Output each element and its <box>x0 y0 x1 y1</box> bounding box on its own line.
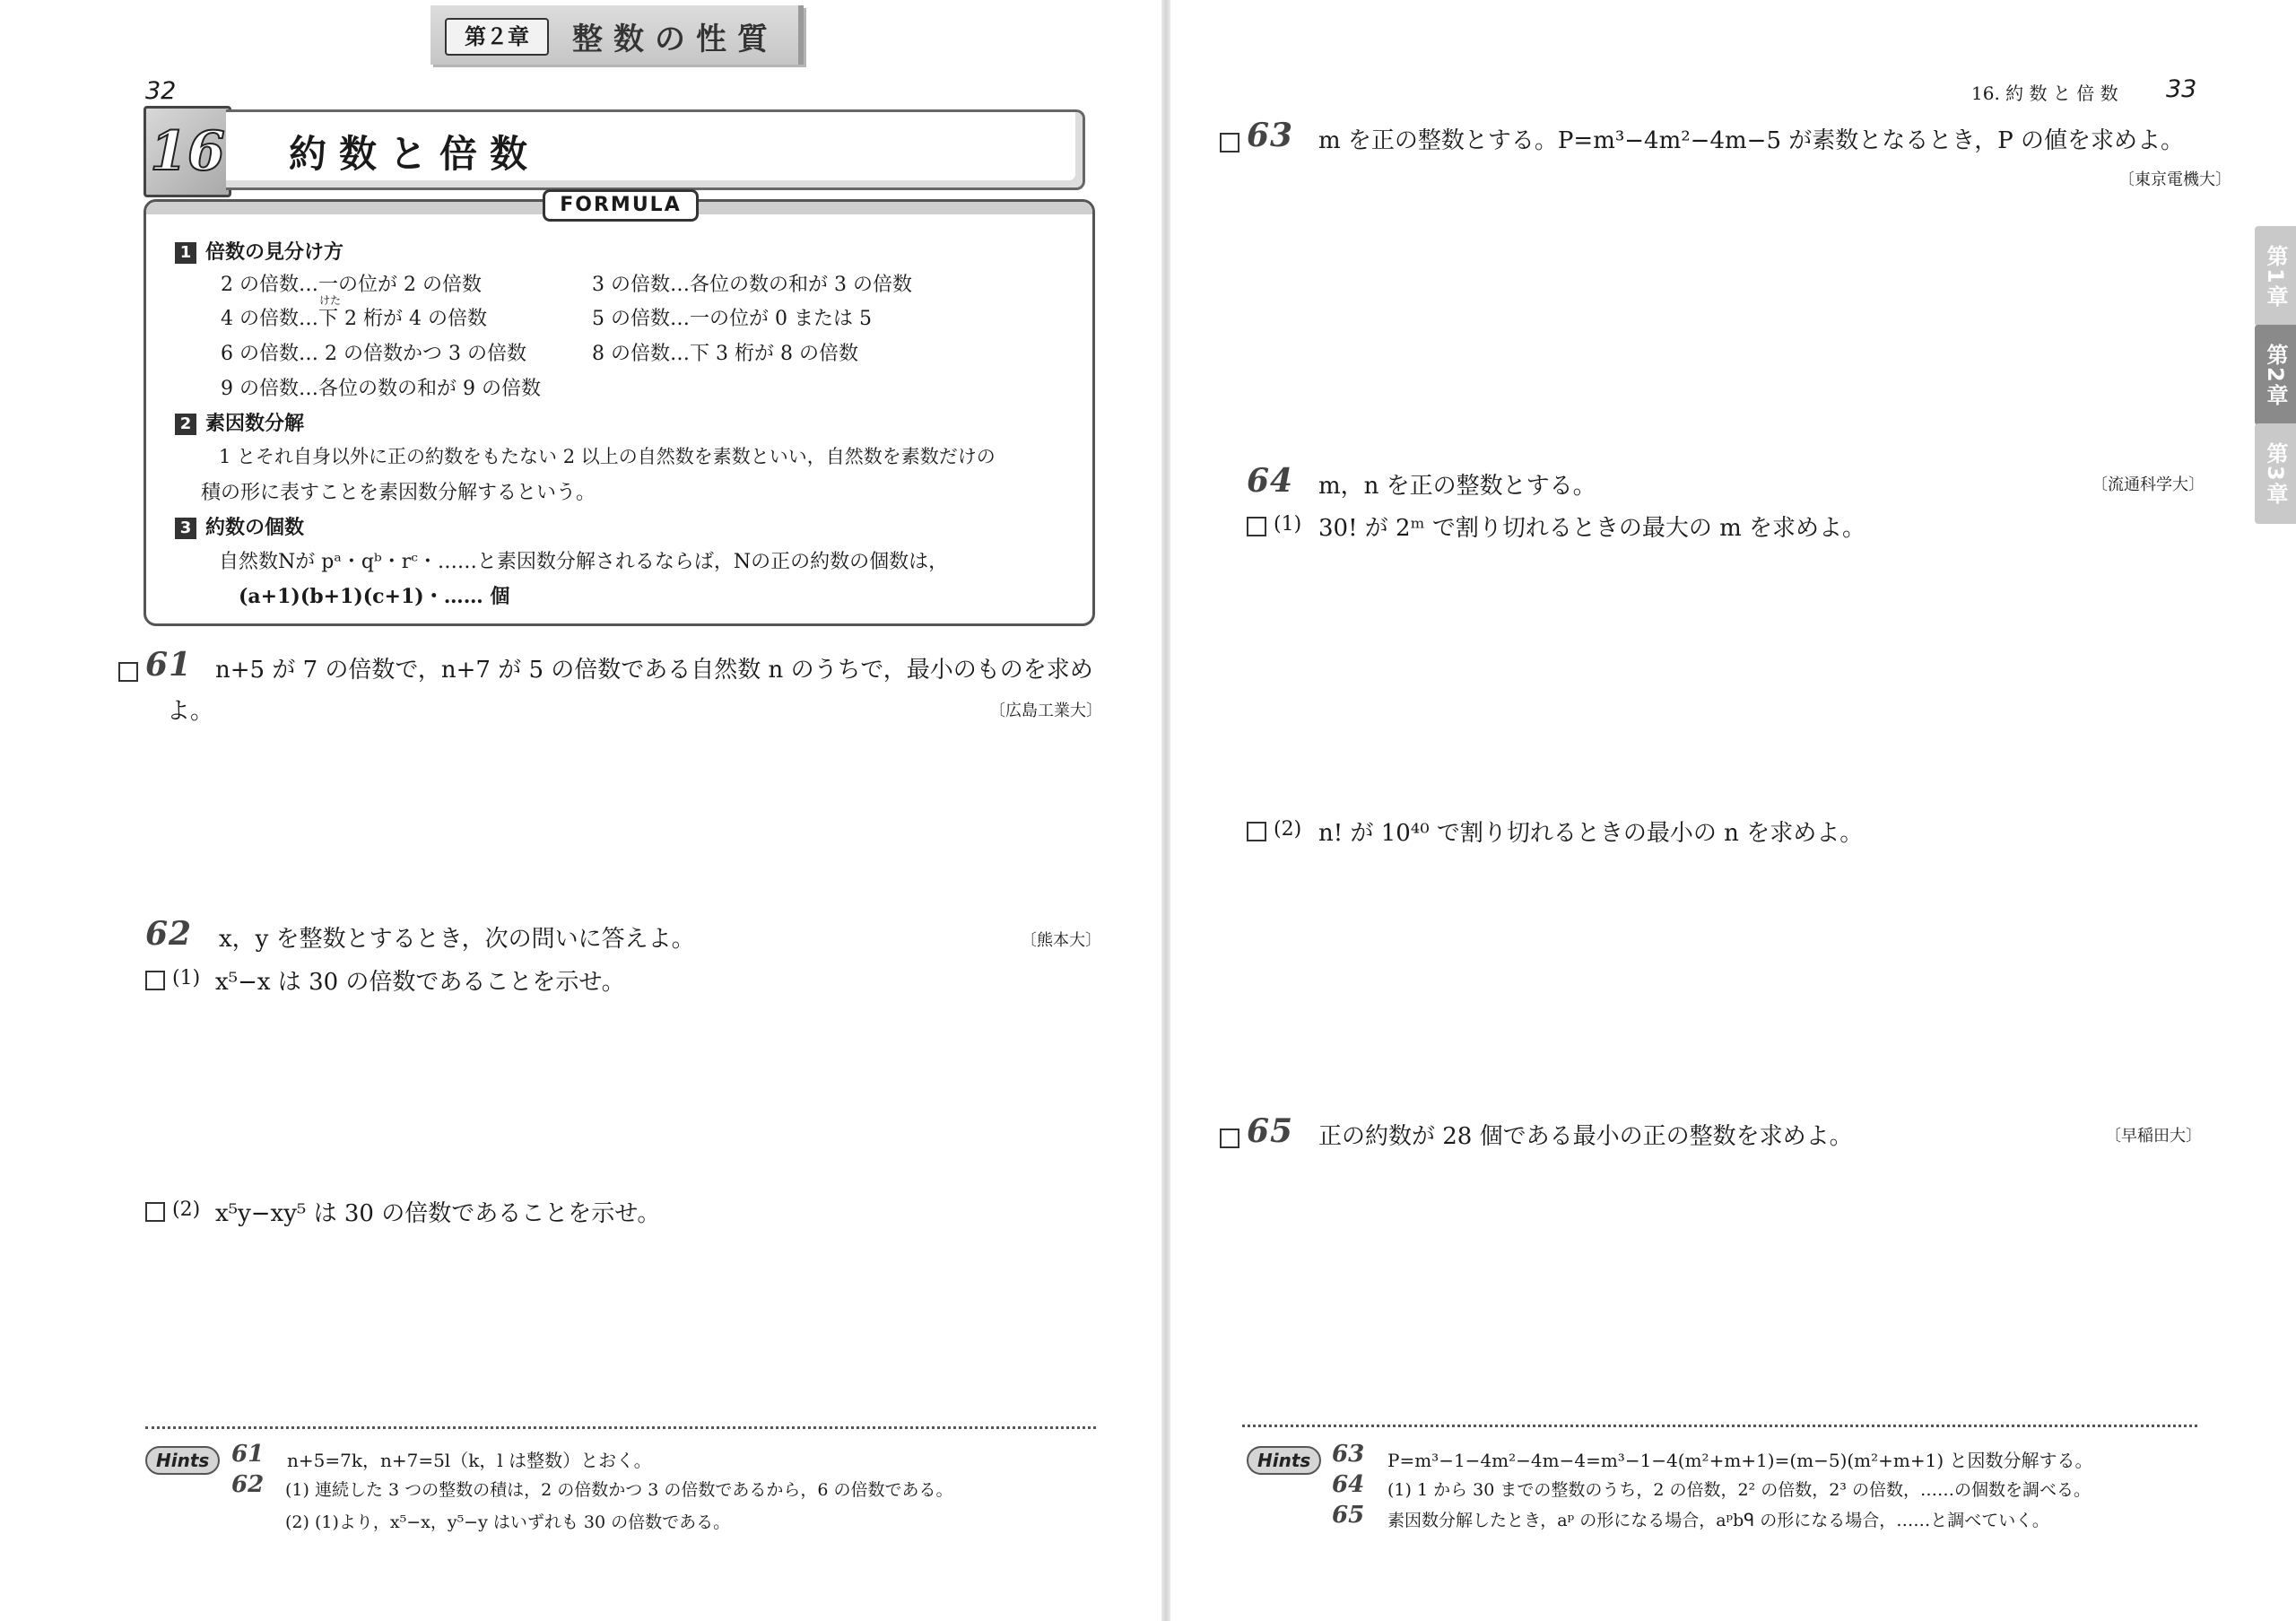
problem-text: x，y を整数とするとき，次の問いに答えよ。 <box>219 926 695 953</box>
chapter-tab-2[interactable]: 第2章 <box>2255 325 2296 425</box>
problem-number: 61 <box>145 646 193 684</box>
formula-heading-3 <box>175 512 304 540</box>
formula-item: 2 の倍数…一の位が 2 の倍数 <box>221 274 482 296</box>
subproblem-label: (1) <box>1274 513 1302 536</box>
formula-item: 8 の倍数…下 3 桁が 8 の倍数 <box>592 343 858 365</box>
formula-line: 積の形に表すことを素因数分解するという。 <box>201 482 596 504</box>
formula-number-2: 2 <box>175 414 196 435</box>
hint-number: 61 <box>231 1441 265 1468</box>
problem-source: 〔早稲田大〕 <box>2105 1127 2202 1146</box>
checkbox[interactable] <box>145 971 165 990</box>
formula-number-3: 3 <box>175 518 196 539</box>
chapter-banner <box>430 5 804 65</box>
chapter-title: 整数の性質 <box>572 22 778 57</box>
checkbox[interactable] <box>1220 133 1239 153</box>
subproblem-text: x⁵y−xy⁵ は 30 の倍数であることを示せ。 <box>215 1200 661 1227</box>
problem-number: 62 <box>145 915 193 953</box>
problem-65 <box>1220 1112 1293 1150</box>
checkbox[interactable] <box>1247 517 1266 536</box>
chapter-tab-1[interactable]: 第1章 <box>2255 226 2296 327</box>
hint-number: 65 <box>1332 1502 1365 1529</box>
hints-badge: Hints <box>1247 1446 1321 1475</box>
problem-source: 〔東京電機大〕 <box>2118 170 2231 189</box>
subproblem-label: (2) <box>1274 818 1302 841</box>
problem-source: 〔流通科学大〕 <box>2092 475 2205 494</box>
hint-text: (1) 1 から 30 までの整数のうち，2 の倍数，2² の倍数，2³ の倍数，……の個数を調べる。 <box>1387 1480 2091 1500</box>
subproblem-text: 30! が 2ᵐ で割り切れるときの最大の m を求めよ。 <box>1318 515 1866 542</box>
section-title: 約数と倍数 <box>289 132 541 176</box>
problem-63 <box>1220 117 1293 154</box>
checkbox[interactable] <box>1220 1129 1239 1148</box>
formula-item: 9 の倍数…各位の数の和が 9 の倍数 <box>221 378 541 400</box>
formula-item: 5 の倍数…一の位が 0 または 5 <box>592 308 872 330</box>
book-gutter <box>1161 0 1170 1621</box>
page-number: 32 <box>145 77 177 105</box>
subproblem-label: (1) <box>172 967 201 989</box>
problem-text: m を正の整数とする。P=m³−4m²−4m−5 が素数となるとき，P の値を求めよ。 <box>1318 127 2184 154</box>
problem-source: 〔広島工業大〕 <box>989 702 1102 720</box>
formula-item: 6 の倍数… 2 の倍数かつ 3 の倍数 <box>221 343 526 365</box>
formula-line: 1 とそれ自身以外に正の約数をもたない 2 以上の自然数を素数といい，自然数を素数だけの <box>219 446 996 467</box>
problem-number: 63 <box>1247 117 1294 154</box>
page-number: 33 <box>2166 75 2197 103</box>
subproblem-64-2 <box>1247 818 1301 841</box>
chapter-tag: 第２章 <box>445 18 549 56</box>
formula-line-bold: (a+1)(b+1)(c+1)・…… 個 <box>239 585 510 608</box>
hint-number: 62 <box>231 1471 265 1498</box>
formula-heading-2-text: 素因数分解 <box>205 413 305 435</box>
formula-heading-3-text: 約数の個数 <box>205 517 305 539</box>
hints-badge: Hints <box>145 1446 220 1475</box>
hint-number: 64 <box>1332 1471 1365 1498</box>
problem-source: 〔熊本大〕 <box>1021 931 1101 950</box>
hint-number: 63 <box>1332 1441 1365 1468</box>
section-title-bar <box>226 109 1085 190</box>
formula-heading-2 <box>175 408 304 436</box>
running-head: 16. 約 数 と 倍 数 <box>1971 83 2118 104</box>
hints-divider <box>1242 1425 2197 1427</box>
hint-text: P=m³−1−4m²−4m−4=m³−1−4(m²+m+1)=(m−5)(m²+m+1) と因数分解する。 <box>1387 1450 2093 1471</box>
problem-64 <box>1247 462 1293 500</box>
checkbox[interactable] <box>1247 822 1266 841</box>
subproblem-text: x⁵−x は 30 の倍数であることを示せ。 <box>215 969 625 996</box>
subproblem-64-1 <box>1247 513 1301 536</box>
formula-number-1: 1 <box>175 242 196 264</box>
formula-line: 自然数Nが pᵃ・qᵇ・rᶜ・……と素因数分解されるならば，Nの正の約数の個数は， <box>219 551 949 573</box>
hint-text: n+5=7k，n+7=5l（k，l は整数）とおく。 <box>287 1450 652 1471</box>
problem-number: 65 <box>1247 1112 1294 1150</box>
subproblem-62-1 <box>145 967 200 990</box>
subproblem-text: n! が 10⁴⁰ で割り切れるときの最小の n を求めよ。 <box>1318 820 1864 847</box>
problem-61 <box>118 646 192 684</box>
formula-item: 3 の倍数…各位の数の和が 3 の倍数 <box>592 274 912 296</box>
hint-text: 素因数分解したとき，aᵖ の形になる場合，aᵖbᑫ の形になる場合，……と調べていく。 <box>1387 1511 2049 1530</box>
hints-divider <box>145 1426 1096 1429</box>
problem-62 <box>145 915 192 953</box>
formula-heading-1 <box>175 237 344 265</box>
problem-text: n+5 が 7 の倍数で，n+7 が 5 の倍数である自然数 n のうちで，最小のものを求め <box>215 657 1093 684</box>
ruby-keta: けた <box>319 294 342 307</box>
subproblem-label: (2) <box>172 1198 201 1221</box>
hint-text: (2) (1)より，x⁵−x，y⁵−y はいずれも 30 の倍数である。 <box>285 1512 731 1532</box>
problem-text: 正の約数が 28 個である最小の正の整数を求めよ。 <box>1318 1123 1853 1150</box>
formula-label: FORMULA <box>543 189 699 222</box>
problem-text: よ。 <box>167 698 214 725</box>
right-page <box>1170 0 2296 1621</box>
chapter-tab-3[interactable]: 第3章 <box>2255 423 2296 524</box>
checkbox[interactable] <box>145 1202 165 1222</box>
section-header <box>144 106 1090 192</box>
section-number: 16 <box>144 106 231 197</box>
problem-number: 64 <box>1247 462 1294 500</box>
formula-heading-1-text: 倍数の見分け方 <box>205 241 344 264</box>
subproblem-62-2 <box>145 1198 200 1222</box>
formula-item: 4 の倍数…下 2 桁が 4 の倍数 <box>221 308 487 330</box>
problem-text: m，n を正の整数とする。 <box>1318 473 1596 500</box>
checkbox[interactable] <box>118 662 138 682</box>
hint-text: (1) 連続した 3 つの整数の積は，2 の倍数かつ 3 の倍数であるから，6 の倍数である。 <box>285 1480 953 1500</box>
